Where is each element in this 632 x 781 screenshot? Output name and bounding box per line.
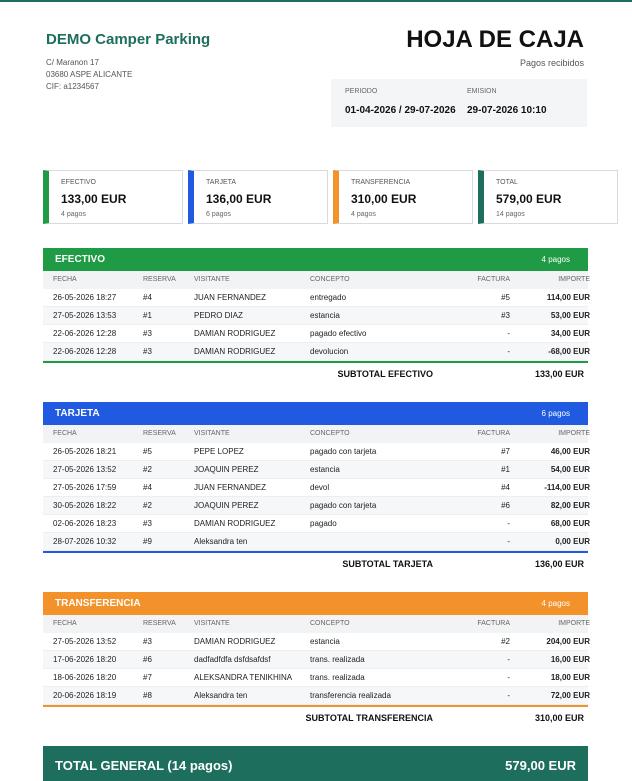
table-row [43, 515, 588, 533]
column-header-fecha: FECHA [53, 430, 77, 437]
cell-factura: - [507, 691, 510, 700]
cell-reserva: #9 [143, 537, 152, 546]
cell-concepto: estancia [310, 637, 340, 646]
table-row [43, 443, 588, 461]
cell-reserva: #4 [143, 483, 152, 492]
column-header-concepto: CONCEPTO [310, 620, 350, 627]
subtotal-row [43, 707, 588, 729]
table-row [43, 343, 588, 361]
summary-card-efectivo [43, 170, 183, 224]
cell-fecha: 26-05-2026 18:27 [53, 293, 117, 302]
table-row [43, 461, 588, 479]
cell-importe: 68,00 EUR [550, 519, 590, 528]
summary-card-tarjeta [188, 170, 328, 224]
section-count: 4 pagos [541, 255, 570, 264]
section-tarjeta [43, 402, 588, 575]
table-row [43, 479, 588, 497]
section-header [43, 592, 588, 615]
cell-fecha: 22-06-2026 12:28 [53, 329, 117, 338]
period-box [331, 79, 587, 127]
summary-card-label: EFECTIVO [61, 179, 97, 186]
summary-card-count: 4 pagos [351, 211, 376, 218]
top-rule [0, 0, 632, 2]
cell-reserva: #8 [143, 691, 152, 700]
column-header-factura: FACTURA [477, 620, 510, 627]
cell-factura: - [507, 519, 510, 528]
section-header [43, 402, 588, 425]
column-header-reserva: RESERVA [143, 276, 176, 283]
cell-factura: #3 [501, 311, 510, 320]
cell-reserva: #1 [143, 311, 152, 320]
table-row [43, 307, 588, 325]
document-subtitle: Pagos recibidos [519, 58, 584, 68]
section-count: 4 pagos [541, 599, 570, 608]
section-title: EFECTIVO [55, 254, 106, 265]
column-header-visitante: VISITANTE [194, 620, 230, 627]
column-header-concepto: CONCEPTO [310, 276, 350, 283]
periodo-label: PERIODO [345, 88, 378, 95]
cell-reserva: #7 [143, 673, 152, 682]
cell-importe: 114,00 EUR [546, 293, 590, 302]
section-title: TARJETA [55, 408, 100, 419]
column-header-fecha: FECHA [53, 620, 77, 627]
cell-importe: 0,00 EUR [555, 537, 590, 546]
emision-label: EMISION [467, 88, 497, 95]
section-header [43, 248, 588, 271]
summary-card-amount: 310,00 EUR [351, 192, 417, 206]
cell-importe: 34,00 EUR [550, 329, 590, 338]
cell-fecha: 20-06-2026 18:19 [53, 691, 117, 700]
subtotal-amount: 310,00 EUR [534, 713, 584, 723]
cell-fecha: 26-05-2026 18:21 [53, 447, 117, 456]
column-header-row [43, 425, 588, 443]
cell-factura: #6 [501, 501, 510, 510]
column-header-visitante: VISITANTE [194, 430, 230, 437]
cell-fecha: 27-05-2026 13:53 [53, 311, 117, 320]
cell-factura: - [507, 347, 510, 356]
column-header-importe: IMPORTE [558, 430, 590, 437]
cell-fecha: 18-06-2026 18:20 [53, 673, 117, 682]
summary-card-amount: 579,00 EUR [496, 192, 562, 206]
table-row [43, 633, 588, 651]
cell-concepto: trans. realizada [310, 655, 365, 664]
cell-concepto: pagado efectivo [310, 329, 367, 338]
cell-reserva: #5 [143, 447, 152, 456]
cell-concepto: transferencia realizada [310, 691, 391, 700]
subtotal-row [43, 553, 588, 575]
cell-concepto: estancia [310, 311, 340, 320]
cell-concepto: devol [310, 483, 330, 492]
total-general-label: TOTAL GENERAL (14 pagos) [55, 758, 233, 773]
column-header-importe: IMPORTE [558, 276, 590, 283]
summary-card-amount: 136,00 EUR [206, 192, 272, 206]
table-row [43, 651, 588, 669]
cell-importe: 54,00 EUR [550, 465, 590, 474]
cell-fecha: 02-06-2026 18:23 [53, 519, 117, 528]
cell-visitante: ALEKSANDRA TENIKHINA [194, 673, 293, 682]
cell-importe: 72,00 EUR [550, 691, 590, 700]
column-header-importe: IMPORTE [558, 620, 590, 627]
cell-fecha: 27-05-2026 13:52 [53, 465, 117, 474]
company-address [46, 57, 132, 93]
cell-concepto: entregado [310, 293, 347, 302]
cell-visitante: Aleksandra ten [194, 537, 248, 546]
cell-factura: - [507, 655, 510, 664]
summary-card-total [478, 170, 618, 224]
cell-reserva: #3 [143, 519, 152, 528]
cell-visitante: JOAQUIN PEREZ [194, 465, 259, 474]
cell-reserva: #3 [143, 637, 152, 646]
column-header-factura: FACTURA [477, 276, 510, 283]
cell-importe: -68,00 EUR [548, 347, 590, 356]
cell-importe: 82,00 EUR [550, 501, 590, 510]
cell-visitante: JUAN FERNANDEZ [194, 293, 267, 302]
section-transferencia [43, 592, 588, 729]
company-address-line: C/ Maranon 17 [46, 58, 99, 67]
cell-fecha: 17-06-2026 18:20 [53, 655, 117, 664]
cell-reserva: #2 [143, 501, 152, 510]
cell-reserva: #6 [143, 655, 152, 664]
cell-factura: #2 [501, 637, 510, 646]
cell-concepto: devolucion [310, 347, 349, 356]
cell-fecha: 22-06-2026 12:28 [53, 347, 117, 356]
column-header-concepto: CONCEPTO [310, 430, 350, 437]
cell-factura: #5 [501, 293, 510, 302]
column-header-reserva: RESERVA [143, 430, 176, 437]
table-row [43, 669, 588, 687]
cell-factura: #1 [501, 465, 510, 474]
column-header-row [43, 271, 588, 289]
cell-fecha: 28-07-2026 10:32 [53, 537, 117, 546]
section-count: 6 pagos [541, 409, 570, 418]
cell-fecha: 27-05-2026 13:52 [53, 637, 117, 646]
summary-card-label: TRANSFERENCIA [351, 179, 411, 186]
table-row [43, 325, 588, 343]
cell-visitante: DAMIAN RODRIGUEZ [194, 519, 276, 528]
cell-importe: 53,00 EUR [550, 311, 590, 320]
company-address-line: 03680 ASPE ALICANTE [46, 70, 133, 79]
cell-visitante: DAMIAN RODRIGUEZ [194, 637, 276, 646]
cell-factura: #7 [501, 447, 510, 456]
cell-factura: - [507, 329, 510, 338]
column-header-factura: FACTURA [477, 430, 510, 437]
total-general-bar [43, 746, 588, 781]
cell-concepto: pagado con tarjeta [310, 501, 377, 510]
subtotal-label: SUBTOTAL EFECTIVO [337, 369, 433, 379]
cell-visitante: PEPE LOPEZ [194, 447, 244, 456]
subtotal-amount: 133,00 EUR [534, 369, 584, 379]
summary-card-count: 4 pagos [61, 211, 86, 218]
emision-value: 29-07-2026 10:10 [467, 105, 547, 116]
cell-concepto: pagado con tarjeta [310, 447, 377, 456]
periodo-value: 01-04-2026 / 29-07-2026 [345, 105, 456, 116]
cell-visitante: JOAQUIN PEREZ [194, 501, 259, 510]
subtotal-amount: 136,00 EUR [534, 559, 584, 569]
cell-visitante: DAMIAN RODRIGUEZ [194, 329, 276, 338]
summary-card-amount: 133,00 EUR [61, 192, 127, 206]
total-general-amount: 579,00 EUR [505, 758, 576, 773]
cell-visitante: Aleksandra ten [194, 691, 248, 700]
cell-concepto: estancia [310, 465, 340, 474]
cell-visitante: DAMIAN RODRIGUEZ [194, 347, 276, 356]
cell-reserva: #2 [143, 465, 152, 474]
subtotal-label: SUBTOTAL TRANSFERENCIA [305, 713, 433, 723]
cell-visitante: PEDRO DIAZ [194, 311, 243, 320]
table-row [43, 533, 588, 551]
summary-card-count: 6 pagos [206, 211, 231, 218]
cell-visitante: JUAN FERNANDEZ [194, 483, 267, 492]
summary-card-label: TOTAL [496, 179, 518, 186]
cell-importe: 18,00 EUR [550, 673, 590, 682]
subtotal-label: SUBTOTAL TARJETA [342, 559, 433, 569]
subtotal-row [43, 363, 588, 385]
cell-factura: - [507, 537, 510, 546]
section-title: TRANSFERENCIA [55, 598, 141, 609]
summary-card-count: 14 pagos [496, 211, 525, 218]
cell-fecha: 27-05-2026 17:59 [53, 483, 117, 492]
column-header-fecha: FECHA [53, 276, 77, 283]
table-row [43, 497, 588, 515]
cell-reserva: #3 [143, 347, 152, 356]
column-header-visitante: VISITANTE [194, 276, 230, 283]
summary-card-label: TARJETA [206, 179, 237, 186]
column-header-row [43, 615, 588, 633]
cell-reserva: #3 [143, 329, 152, 338]
cell-visitante: dadfadfdfa dsfdsafdsf [194, 655, 271, 664]
table-row [43, 687, 588, 705]
column-header-reserva: RESERVA [143, 620, 176, 627]
cell-factura: - [507, 673, 510, 682]
cell-concepto: trans. realizada [310, 673, 365, 682]
company-name: DEMO Camper Parking [46, 31, 211, 48]
document-title: HOJA DE CAJA [406, 26, 584, 53]
cell-reserva: #4 [143, 293, 152, 302]
cell-importe: 46,00 EUR [550, 447, 590, 456]
cell-importe: -114,00 EUR [544, 483, 590, 492]
summary-card-transferencia [333, 170, 473, 224]
cell-fecha: 30-05-2026 18:22 [53, 501, 117, 510]
cell-concepto: pagado [310, 519, 337, 528]
table-row [43, 289, 588, 307]
section-efectivo [43, 248, 588, 385]
cell-importe: 204,00 EUR [546, 637, 590, 646]
company-cif: CIF: a1234567 [46, 82, 99, 91]
cell-importe: 16,00 EUR [550, 655, 590, 664]
cell-factura: #4 [501, 483, 510, 492]
